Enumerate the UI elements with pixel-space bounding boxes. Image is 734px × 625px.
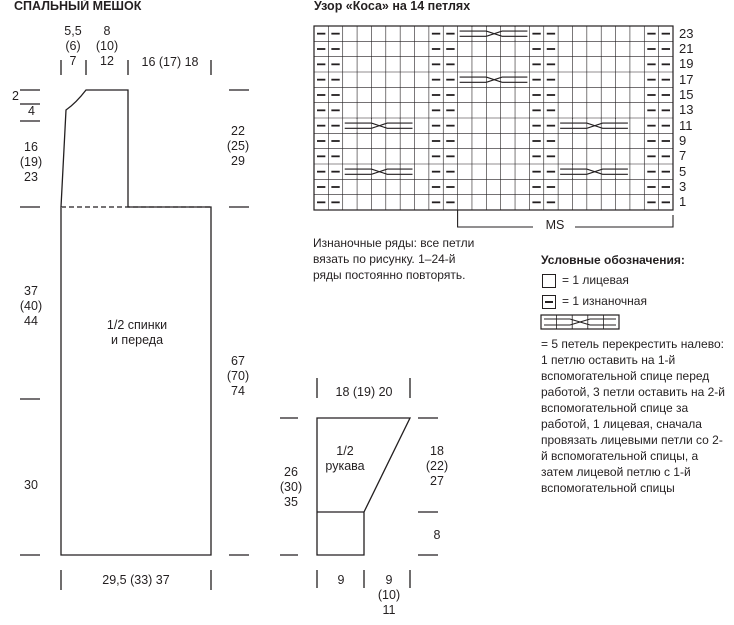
- row-number: 1: [679, 194, 687, 210]
- dim-right-67: 67 (70) 74: [226, 354, 250, 398]
- dim-left-37: 37 (40) 44: [19, 284, 43, 328]
- row-number: 23: [679, 25, 694, 41]
- legend-purl-symbol: [542, 295, 556, 309]
- legend-knit-text: = 1 лицевая: [562, 273, 629, 287]
- sleeve-label: 1/2 рукава: [325, 444, 365, 473]
- chart-title: Узор «Коса» на 14 петлях: [314, 0, 471, 13]
- row-number: 3: [679, 178, 687, 194]
- dim-top-neck-offset: 5,5 (6) 7: [64, 24, 82, 68]
- legend-title: Условные обозначения:: [541, 253, 685, 267]
- sleeve-dim-top: 18 (19) 20: [335, 385, 393, 399]
- row-number: 13: [679, 102, 694, 118]
- dim-top-shoulder: 16 (17) 18: [141, 55, 199, 69]
- sleeve-dim-left: 26 (30) 35: [279, 465, 303, 509]
- dim-right-22: 22 (25) 29: [226, 124, 250, 168]
- row-number: 11: [679, 117, 693, 133]
- dim-left-16: 16 (19) 23: [19, 140, 43, 184]
- ms-label: MS: [545, 218, 565, 232]
- legend-purl-text: = 1 изнаночная: [562, 294, 647, 308]
- sleeve-dim-right-bottom: 8: [433, 528, 441, 542]
- dim-left-2: 2: [12, 89, 19, 103]
- body-piece-label: 1/2 спинки и переда: [106, 318, 168, 347]
- chart-note: Изнаночные ряды: все петли вязать по рисунку. 1–24-й ряды постоянно повторять.: [313, 236, 475, 282]
- legend-cable-symbol: [540, 314, 620, 332]
- row-number: 21: [679, 40, 694, 56]
- row-number: 17: [679, 71, 694, 87]
- sleeve-dim-bottom-right: 9 (10) 11: [377, 573, 401, 617]
- sleeve-dim-right-top: 18 (22) 27: [425, 444, 449, 488]
- legend-knit-symbol: [542, 274, 556, 288]
- dim-top-neck-width: 8 (10) 12: [95, 24, 119, 68]
- sleeve-dim-bottom-left: 9: [337, 573, 345, 587]
- row-number: 15: [679, 86, 694, 102]
- page-title: СПАЛЬНЫЙ МЕШОК: [14, 0, 142, 13]
- row-number: 9: [679, 132, 687, 148]
- dim-left-30: 30: [24, 478, 38, 492]
- dim-left-4: 4: [28, 104, 35, 118]
- row-number: 19: [679, 56, 694, 72]
- dim-bottom-width: 29,5 (33) 37: [102, 573, 170, 587]
- row-number: 7: [679, 148, 687, 164]
- row-number: 5: [679, 163, 687, 179]
- legend-cable-text: = 5 петель перекрестить налево: 1 петлю оставить на 1-й вспомогательной спице перед работой, 3 петли оставить на 2-й вспомогательной спице за работой, 1 лицевая, сначала провязать лицевыми петли со 2-й вспомогательной спицы, а затем лицевой петлю с 1-й вспомогательной спицы: [541, 337, 725, 495]
